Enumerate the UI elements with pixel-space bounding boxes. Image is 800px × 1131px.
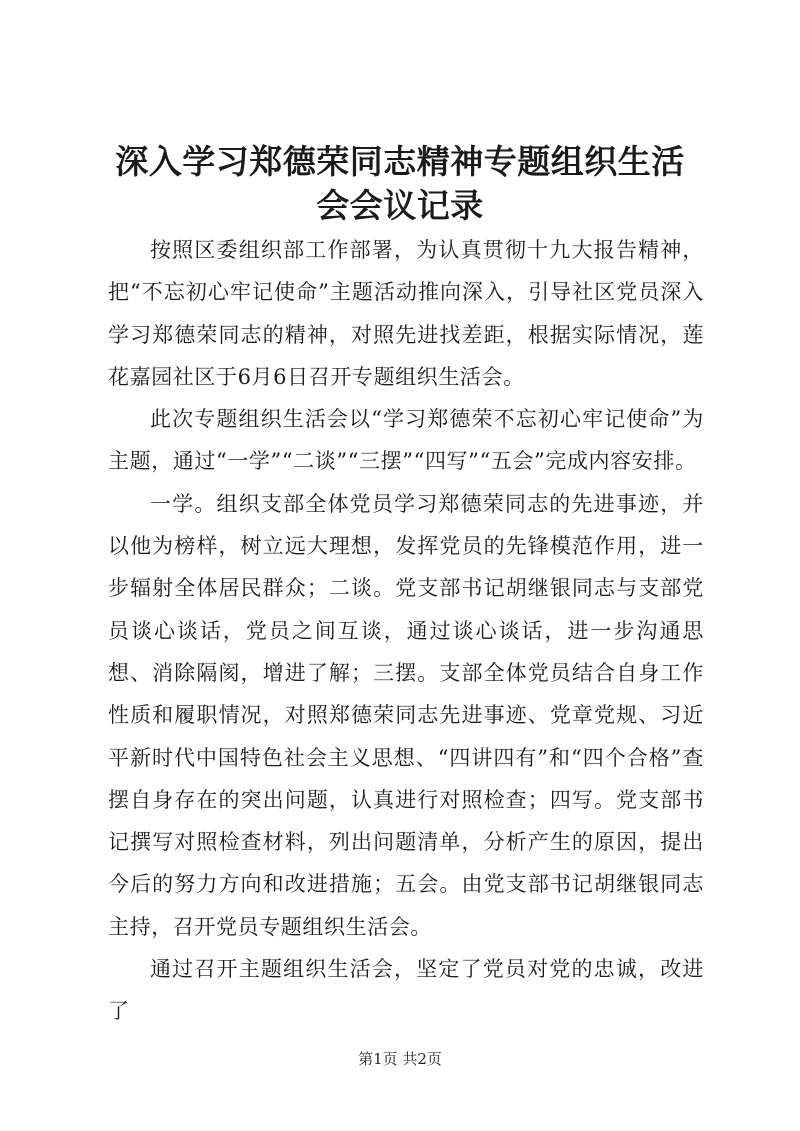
paragraph-theme: 此次专题组织生活会以“学习郑德荣不忘初心牢记使命”为主题，通过“一学”“二谈”“三摆”“四写”“五会”完成内容安排。	[108, 407, 704, 474]
paragraph-details: 一学。组织支部全体党员学习郑德荣同志的先进事迹，并以他为榜样，树立远大理想，发挥党员的先锋模范作用，进一步辐射全体居民群众；二谈。党支部书记胡继银同志与支部党员谈心谈话，党员之间互谈，通过谈心谈话，进一步沟通思想、消除隔阂，增进了解；三摆。支部全体党员结合自身工作性质和履职情况，对照郑德荣同志先进事迹、党章党规、习近平新时代中国特色社会主义思想、“四讲四有”和“四个合格”查摆自身存在的突出问题，认真进行对照检查；四写。党支部书记撰写对照检查材料，列出问题清单，分析产生的原因，提出今后的努力方向和改进措施；五会。由党支部书记胡继银同志主持，召开党员专题组织生活会。	[108, 491, 704, 939]
page-total: 共2页	[402, 1050, 442, 1068]
document-body	[108, 229, 704, 1033]
document-title: 深入学习郑德荣同志精神专题组织生活会会议记录	[115, 142, 685, 225]
page-number: 第1页	[358, 1050, 398, 1068]
paragraph-intro: 按照区委组织部工作部署，为认真贯彻十九大报告精神，把“不忘初心牢记使命”主题活动推向深入，引导社区党员深入学习郑德荣同志的精神，对照先进找差距，根据实际情况，莲花嘉园社区于6月6日召开专题组织生活会。	[108, 238, 704, 389]
page-footer	[0, 1049, 800, 1069]
paragraph-conclusion: 通过召开主题组织生活会，坚定了党员对党的忠诚，改进了	[108, 957, 704, 1024]
